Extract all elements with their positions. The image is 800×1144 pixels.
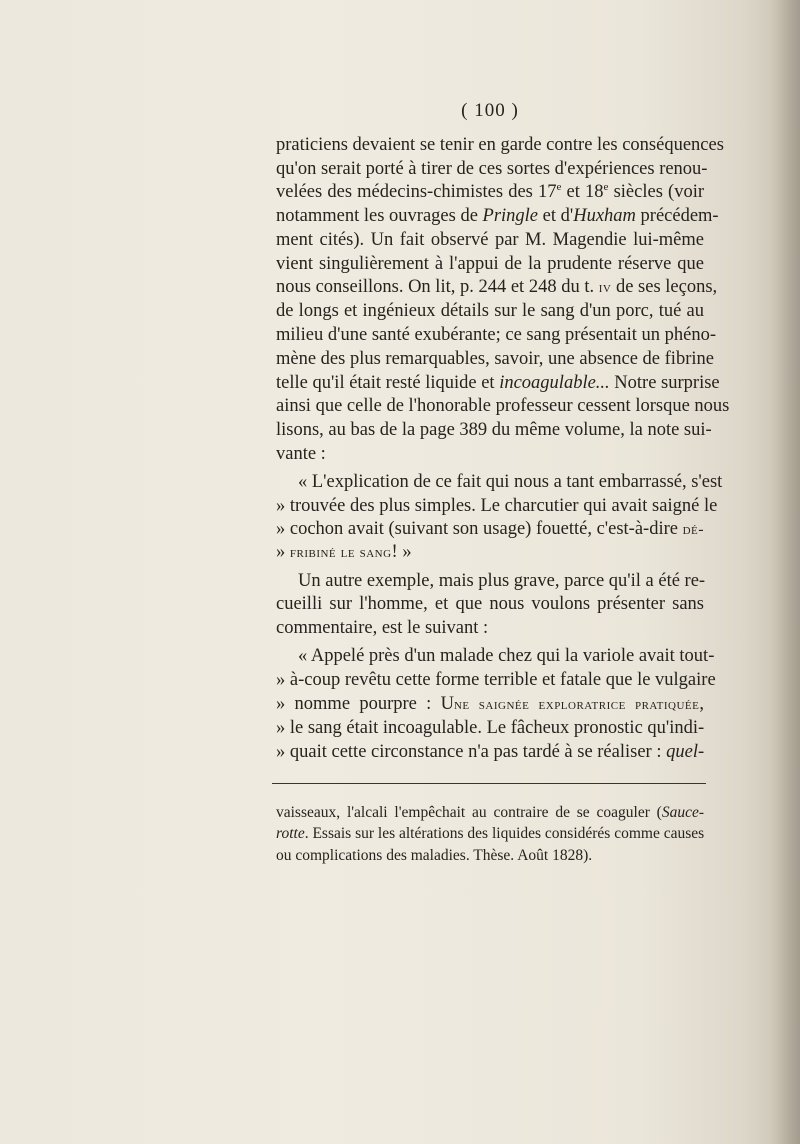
text-line: vient singulièrement à l'appui de la prudente réserve que	[276, 254, 704, 274]
page-number: ( 100 )	[461, 100, 519, 121]
small-caps-text: iv	[598, 279, 612, 296]
text-line: ment cités). Un fait observé par M. Magendie lui-même	[276, 230, 704, 250]
footnote-line: rotte. Essais sur les altérations des liquides considérés comme causes	[276, 825, 705, 842]
page-edge-shadow	[770, 0, 800, 1144]
text-line: « Appelé près d'un malade chez qui la variole avait tout-	[298, 646, 715, 666]
text-line: nous conseillons. On lit, p. 244 et 248 du t. iv de ses leçons,	[276, 277, 718, 297]
footnote-line: vaisseaux, l'alcali l'empêchait au contraire de se coaguler (Sauce-	[276, 804, 704, 821]
text-line: » nomme pourpre : Une saignée exploratrice pratiquée,	[276, 694, 704, 714]
text-line: milieu d'une santé exubérante; ce sang présentait un phéno-	[276, 325, 716, 345]
italic-text: Pringle	[482, 206, 539, 226]
text-line: » à-coup revêtu cette forme terrible et fatale que le vulgaire	[276, 670, 716, 690]
text-line: commentaire, est le suivant :	[276, 618, 489, 638]
text-line: » trouvée des plus simples. Le charcutier qui avait saigné le	[276, 496, 718, 516]
text-line: ainsi que celle de l'honorable professeur cessent lorsque nous	[276, 396, 730, 416]
superscript: e	[603, 180, 609, 193]
italic-text: quel-	[666, 742, 705, 762]
italic-text: Sauce-	[661, 804, 704, 821]
text-line: notamment les ouvrages de Pringle et d'Huxham précédem-	[276, 206, 719, 226]
text-line: » le sang était incoagulable. Le fâcheux pronostic qu'indi-	[276, 718, 705, 738]
small-caps-text: ne saignée exploratrice pratiquée	[453, 696, 700, 713]
small-caps-text: dé-	[682, 521, 705, 538]
footnote-line: ou complications des maladies. Thèse. Août 1828).	[276, 847, 593, 864]
text-line: Un autre exemple, mais plus grave, parce qu'il a été re-	[298, 571, 706, 591]
italic-text: Huxham	[573, 206, 636, 226]
text-line: « L'explication de ce fait qui nous a tant embarrassé, s'est	[298, 472, 723, 492]
text-line: » cochon avait (suivant son usage) fouetté, c'est-à-dire dé-	[276, 519, 705, 539]
text-line: vante :	[276, 444, 326, 464]
italic-text: incoagulable...	[499, 373, 610, 393]
text-line: cueilli sur l'homme, et que nous voulons présenter sans	[276, 594, 704, 614]
small-caps-text: fribiné le sang	[289, 544, 392, 561]
italic-text: rotte	[276, 825, 305, 842]
text-line: lisons, au bas de la page 389 du même volume, la note sui-	[276, 420, 712, 440]
text-line: de longs et ingénieux détails sur le sang d'un porc, tué au	[276, 301, 704, 321]
superscript: e	[556, 180, 562, 193]
text-line: mène des plus remarquables, savoir, une absence de fibrine	[276, 349, 714, 369]
text-line: qu'on serait porté à tirer de ces sortes d'expériences renou-	[276, 159, 708, 179]
text-line: » fribiné le sang! »	[276, 542, 412, 562]
text-line: telle qu'il était resté liquide et incoagulable... Notre surprise	[276, 373, 720, 393]
footnote-separator-rule	[272, 783, 706, 784]
text-line: velées des médecins-chimistes des 17e et 18e siècles (voir	[276, 180, 704, 202]
text-line: » quait cette circonstance n'a pas tardé à se réaliser : quel-	[276, 742, 705, 762]
text-line: praticiens devaient se tenir en garde contre les conséquences	[276, 135, 724, 155]
